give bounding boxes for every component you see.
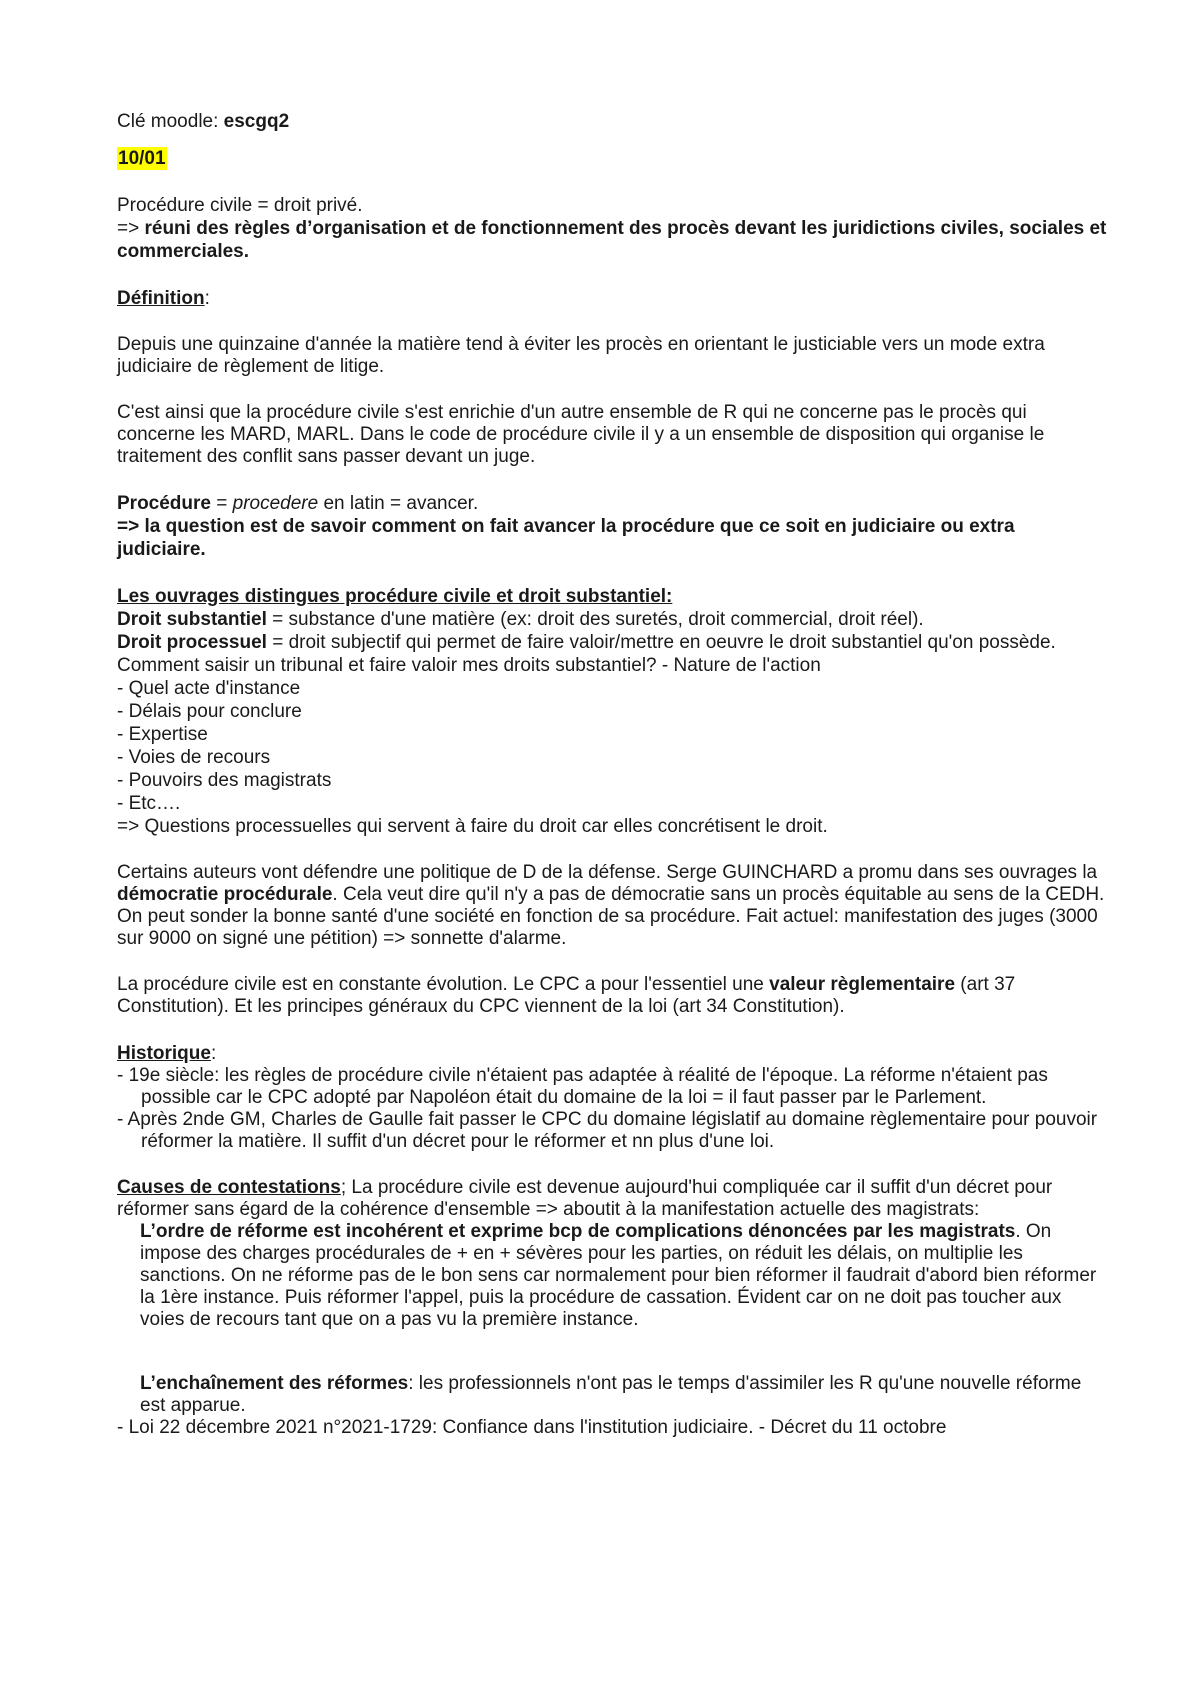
ouvrages-heading: Les ouvrages distingues procédure civile et droit substantiel: <box>117 586 673 607</box>
droit-processuel-line: Droit processuel = droit subjectif qui permet de faire valoir/mettre en oeuvre le droit substantiel qu'on possède. Comment saisir un tribunal et faire valoir mes droits substantiel? - Nature de l'action <box>117 632 1056 676</box>
historique-item: - Après 2nde GM, Charles de Gaulle fait passer le CPC du domaine législatif au domaine règlementaire pour pouvoir réformer la matière. Il suffit d'un décret pour le réformer et nn plus d'une loi. <box>117 1109 1098 1152</box>
definition-para-1: Depuis une quinzaine d'année la matière tend à éviter les procès en orientant le justiciable vers un mode extra judiciaire de règlement de litige. <box>117 334 1045 377</box>
historique-heading: Historique <box>117 1043 211 1064</box>
list-item: - Délais pour conclure <box>117 701 302 722</box>
democratie-procedurale: démocratie procédurale <box>117 884 333 905</box>
causes-paragraph: Causes de contestations; La procédure civile est devenue aujourd'hui compliquée car il suffit d'un décret pour réformer sans égard de la cohérence d'ensemble => aboutit à la manifestation actuelle des magistrats: <box>117 1177 1053 1220</box>
intro-definition: => réuni des règles d’organisation et de fonctionnement des procès devant les juridictions civiles, sociales et commerciales. <box>117 218 1107 262</box>
ouvrages-conclusion: => Questions processuelles qui servent à faire du droit car elles concrétisent le droit. <box>117 816 828 837</box>
procedure-line: Procédure = procedere en latin = avancer. <box>117 493 479 514</box>
definition-heading-line: Définition: <box>117 288 210 309</box>
procedure-conclusion: => la question est de savoir comment on fait avancer la procédure que ce soit en judiciaire ou extra judiciaire. <box>117 516 1015 560</box>
procedure-latin: procedere <box>232 493 319 514</box>
loi-line: - Loi 22 décembre 2021 n°2021-1729: Confiance dans l'institution judiciaire. - Décret du 11 octobre <box>117 1417 947 1438</box>
definition-para-2: C'est ainsi que la procédure civile s'est enrichie d'un autre ensemble de R qui ne concerne pas le procès qui concerne les MARD, MARL. Dans le code de procédure civile il y a un ensemble de disposition qui organise le traitement des conflit sans passer devant un juge. <box>117 402 1045 467</box>
list-item: - Expertise <box>117 724 208 745</box>
causes-point-2: L’enchaînement des réformes: les professionnels n'ont pas le temps d'assimiler les R qu'une nouvelle réforme est apparue. <box>140 1373 1082 1416</box>
causes-point-1: L’ordre de réforme est incohérent et exprime bcp de complications dénoncées par les magistrats. On impose des charges procédurales de + en + sévères pour les parties, on réduit les délais, on multiplie les sanctions. On ne réforme pas de le bon sens car normalement pour bien réformer il faudrait d'abord bien réformer la 1ère instance. Puis réformer l'appel, puis la procédure de cassation. Évident car on ne doit pas toucher aux voies de recours tant que on a pas vu la première instance. <box>140 1221 1097 1330</box>
moodle-key-value: escgq2 <box>223 111 290 132</box>
date-line <box>117 147 1107 170</box>
droit-substantiel-line: Droit substantiel = substance d'une matière (ex: droit des suretés, droit commercial, droit réel). <box>117 609 924 630</box>
auteurs-paragraph: Certains auteurs vont défendre une politique de D de la défense. Serge GUINCHARD a promu dans ses ouvrages la démocratie procédurale. Cela veut dire qu'il n'y a pas de démocratie sans un procès équitable au sens de la CEDH. On peut sonder la bonne santé d'une société en fonction de sa procédure. Fait actuel: manifestation des juges (3000 sur 9000 on signé une pétition) => sonnette d'alarme. <box>117 862 1105 949</box>
list-item: - Voies de recours <box>117 747 271 768</box>
moodle-key-label: Clé moodle: <box>117 111 224 132</box>
procedure-term: Procédure <box>117 493 211 514</box>
definition-heading: Définition <box>117 288 205 309</box>
intro-definition-bold: réuni des règles d’organisation et de fonctionnement des procès devant les juridictions civiles, sociales et commerciales. <box>117 218 1107 262</box>
document-page <box>117 110 1107 1439</box>
date-highlight: 10/01 <box>118 148 166 169</box>
droit-processuel-term: Droit processuel <box>117 632 267 653</box>
causes-point-1-bold: L’ordre de réforme est incohérent et exprime bcp de complications dénoncées par les magistrats <box>140 1221 1016 1242</box>
causes-heading: Causes de contestations <box>117 1177 341 1198</box>
evolution-paragraph: La procédure civile est en constante évolution. Le CPC a pour l'essentiel une valeur règlementaire (art 37 Constitution). Et les principes généraux du CPC viennent de la loi (art 34 Constitution). <box>117 974 1016 1017</box>
historique-item: - 19e siècle: les règles de procédure civile n'étaient pas adaptée à réalité de l'époque. La réforme n'étaient pas possible car le CPC adopté par Napoléon était du domaine de la loi = il faut passer par le Parlement. <box>117 1065 1048 1108</box>
list-item: - Pouvoirs des magistrats <box>117 770 332 791</box>
ouvrages-heading-line <box>117 585 1107 608</box>
list-item: - Etc…. <box>117 793 181 814</box>
list-item: - Quel acte d'instance <box>117 678 301 699</box>
droit-substantiel-term: Droit substantiel <box>117 609 267 630</box>
causes-point-2-bold: L’enchaînement des réformes <box>140 1373 409 1394</box>
historique-heading-line: Historique: <box>117 1043 217 1064</box>
moodle-key-line <box>117 110 1107 133</box>
valeur-reglementaire: valeur règlementaire <box>769 974 956 995</box>
intro-line: Procédure civile = droit privé. <box>117 195 363 216</box>
